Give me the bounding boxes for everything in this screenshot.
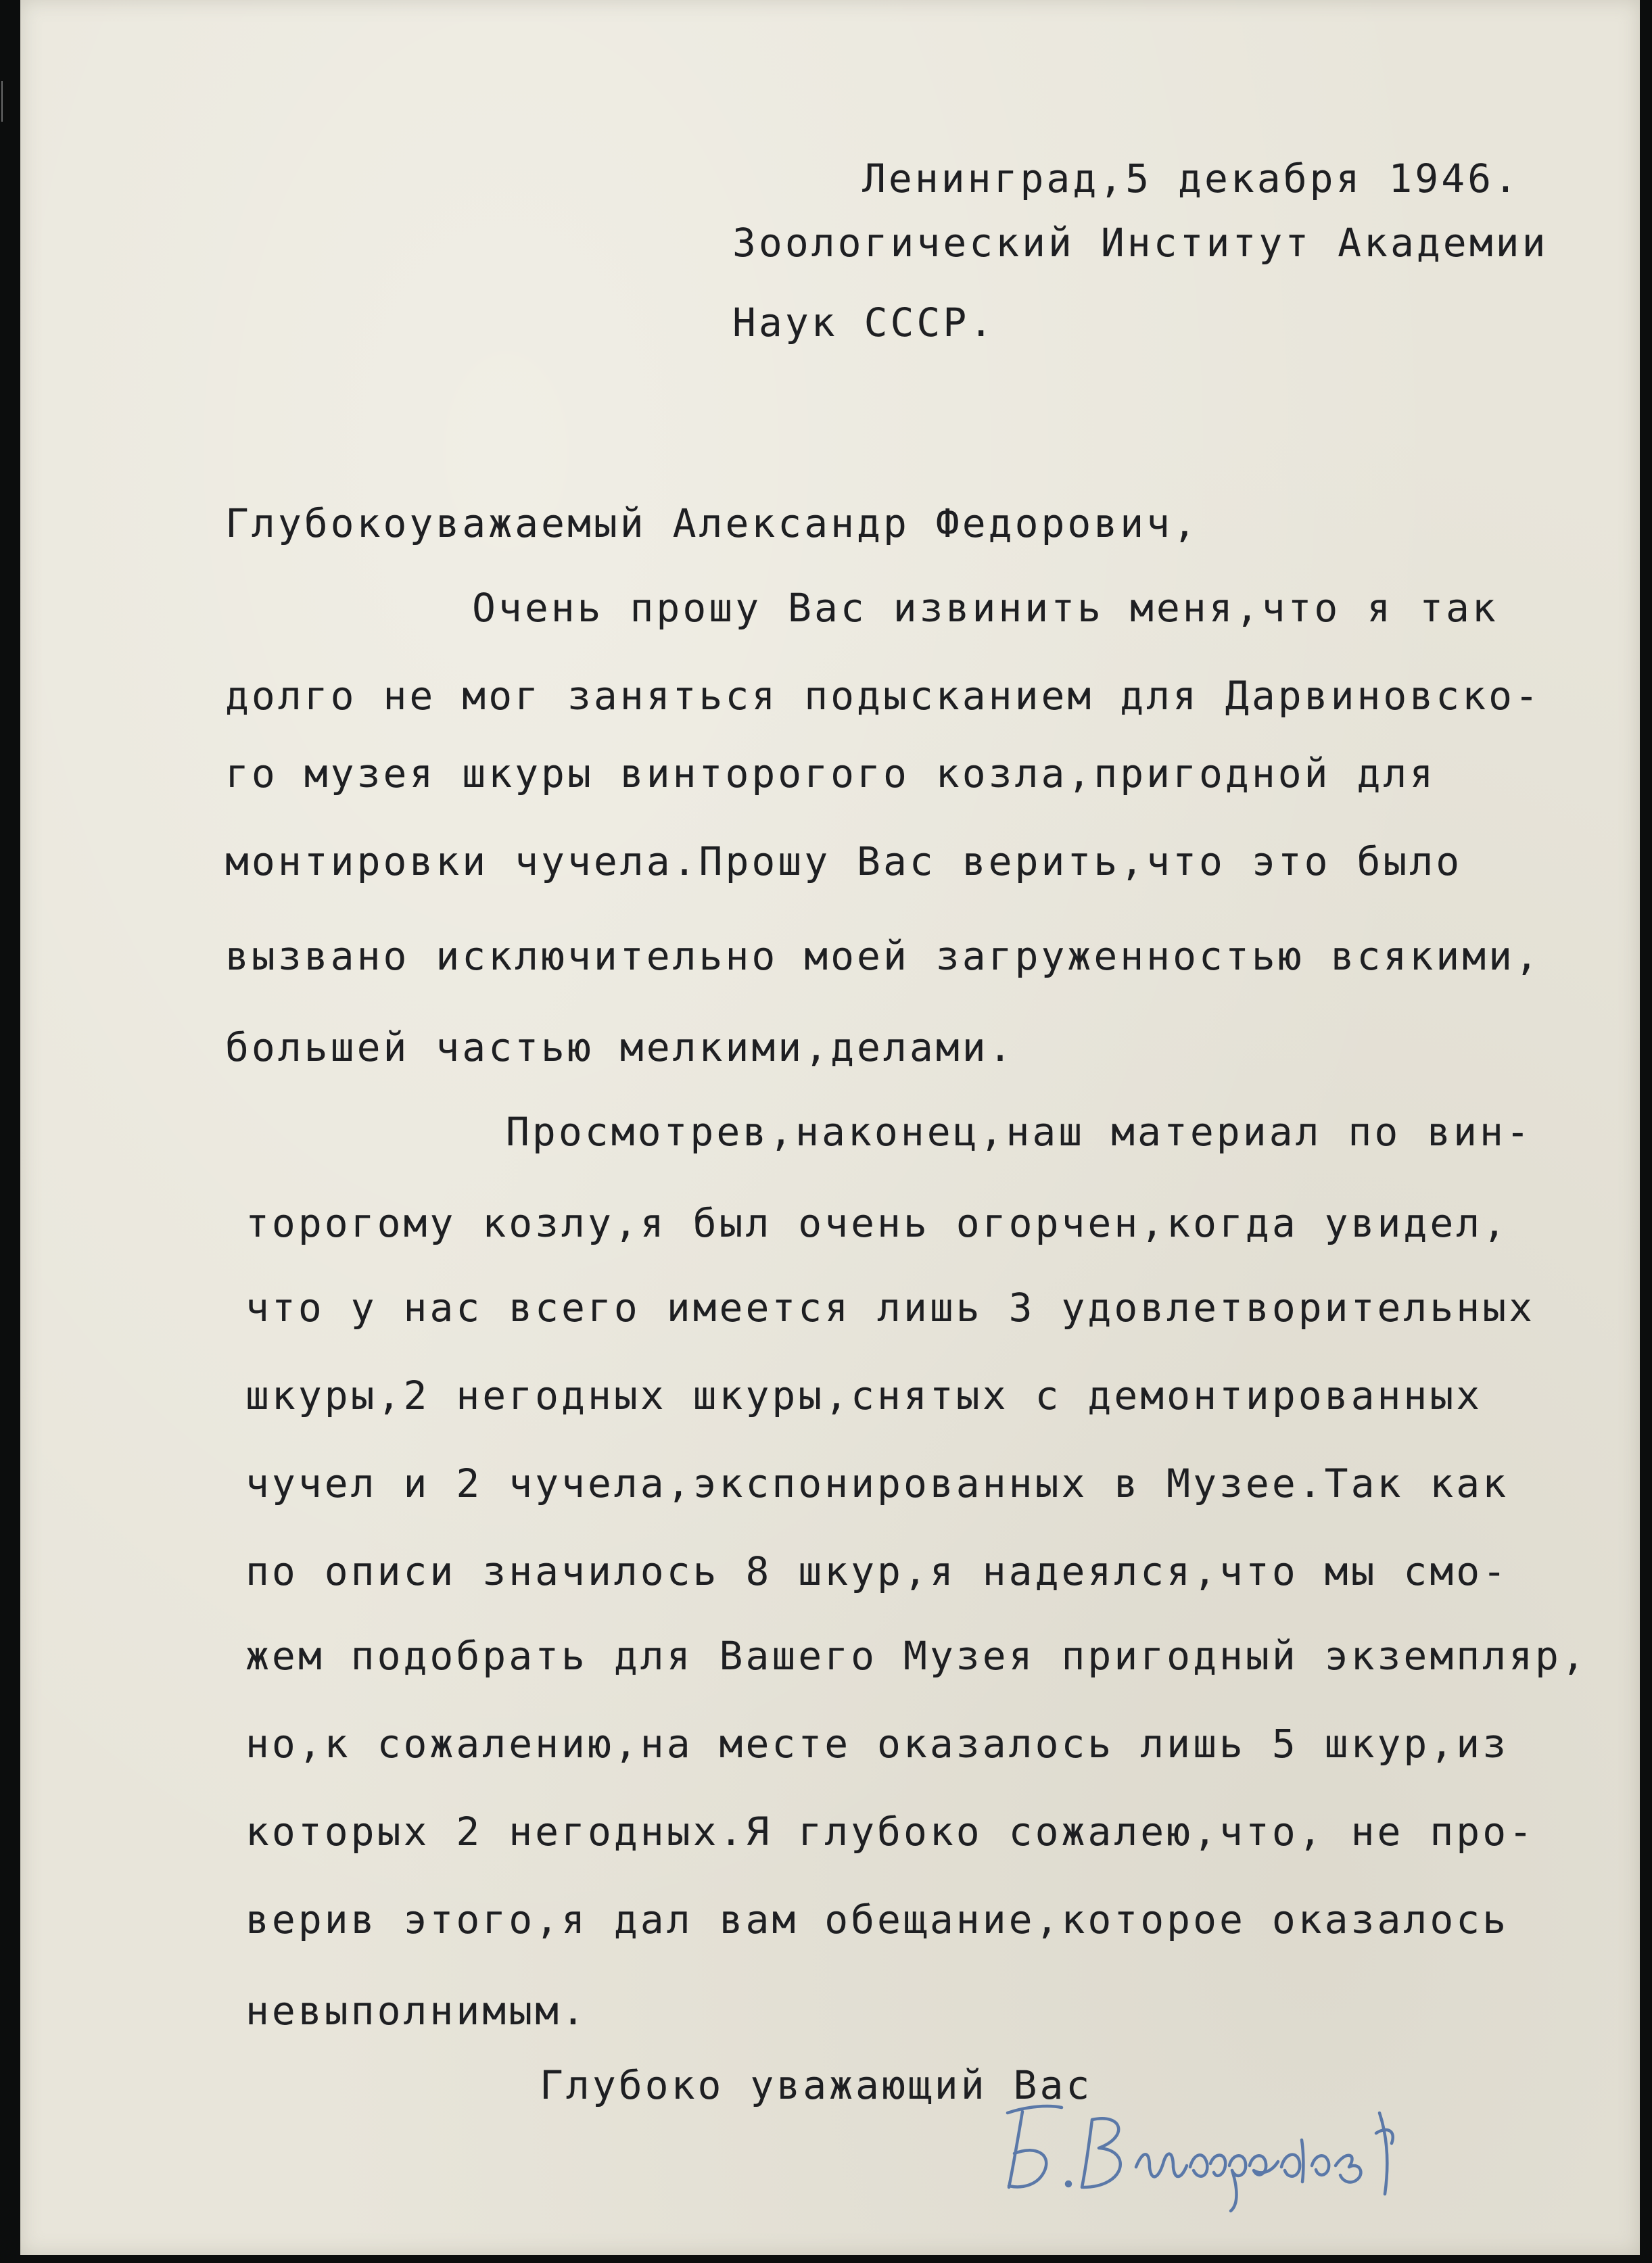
body-line: которых 2 негодных.Я глубоко сожалею,что, не про-: [245, 1809, 1536, 1855]
scanner-edge-mark: [1, 81, 8, 122]
body-line: торогому козлу,я был очень огорчен,когда увидел,: [245, 1200, 1509, 1246]
body-line: монтировки чучела.Прошу Вас верить,что это было: [225, 838, 1463, 884]
letter-sheet: [20, 0, 1640, 2255]
body-line: чучел и 2 чучела,экспонированных в Музее.Так как: [245, 1460, 1509, 1506]
body-line: Просмотрев,наконец,наш материал по вин-: [506, 1109, 1532, 1155]
body-line: верив этого,я дал вам обещание,которое оказалось: [245, 1897, 1509, 1943]
closing-line: Глубоко уважающий Вас: [540, 2062, 1093, 2108]
body-line: шкуры,2 негодных шкуры,снятых с демонтированных: [245, 1373, 1483, 1419]
institution-line-1: Зоологический Институт Академии: [732, 220, 1549, 266]
place-date-line: Ленинград,5 декабря 1946.: [862, 156, 1520, 201]
body-line: что у нас всего имеется лишь 3 удовлетворительных: [245, 1285, 1536, 1331]
body-line: Очень прошу Вас извинить меня,что я так: [472, 585, 1498, 631]
institution-line-2: Наук СССР.: [732, 300, 996, 346]
body-line: но,к сожалению,на месте оказалось лишь 5 шкур,из: [245, 1721, 1509, 1767]
body-line: невыполнимым.: [245, 1988, 588, 2034]
body-line: по описи значилось 8 шкур,я надеялся,что мы смо-: [245, 1548, 1509, 1594]
body-line: жем подобрать для Вашего Музея пригодный экземпляр,: [245, 1633, 1588, 1679]
salutation: Глубокоуважаемый Александр Федорович,: [225, 500, 1200, 546]
body-line: го музея шкуры винторогого козла,пригодной для: [225, 751, 1436, 796]
body-line: долго не мог заняться подысканием для Дарвиновско-: [225, 673, 1541, 719]
handwritten-signature: [981, 2086, 1440, 2214]
body-line: большей частью мелкими,делами.: [225, 1024, 1015, 1070]
body-line: вызвано исключительно моей загруженностью всякими,: [225, 933, 1541, 979]
